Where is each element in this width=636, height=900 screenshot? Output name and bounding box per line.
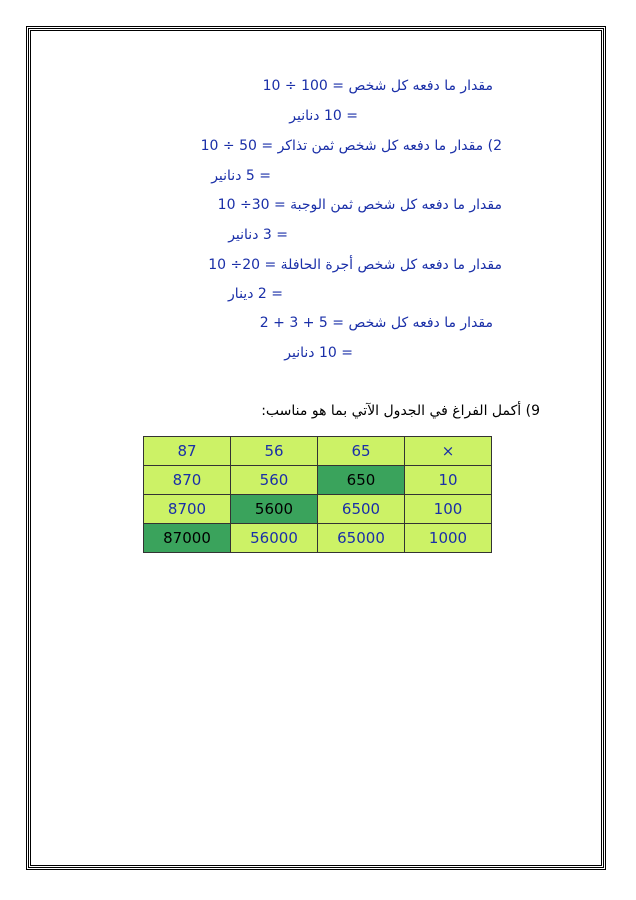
- question-9: 9) أكمل الفراغ في الجدول الآتي بما هو مناسب:: [261, 403, 540, 419]
- solution-line-9: مقدار ما دفعه كل شخص = 5 + 3 + 2: [259, 315, 493, 331]
- table-cell-highlighted: 5600: [231, 495, 318, 524]
- table-cell: 870: [144, 466, 231, 495]
- multiplication-table: [143, 436, 492, 553]
- table-row: [144, 466, 492, 495]
- solution-line-10: = 10 دنانير: [284, 345, 353, 361]
- solution-line-2: = 10 دنانير: [289, 108, 358, 124]
- table-cell: 87: [144, 437, 231, 466]
- solution-line-6: = 3 دنانير: [228, 227, 288, 243]
- table-cell: 8700: [144, 495, 231, 524]
- table-cell-highlighted: 650: [318, 466, 405, 495]
- table-cell: 560: [231, 466, 318, 495]
- solution-line-5: مقدار ما دفعه كل شخص ثمن الوجبة = 30÷ 10: [217, 197, 502, 213]
- solution-line-8: = 2 دينار: [228, 286, 283, 302]
- table-cell: 65000: [318, 524, 405, 553]
- table-row: [144, 524, 492, 553]
- table-cell: ×: [405, 437, 492, 466]
- solution-line-4: = 5 دنانير: [211, 168, 271, 184]
- table-cell-highlighted: 87000: [144, 524, 231, 553]
- table-cell: 1000: [405, 524, 492, 553]
- table-row: [144, 495, 492, 524]
- solution-line-3: 2) مقدار ما دفعه كل شخص ثمن تذاكر = 50 ÷ 10: [200, 138, 502, 154]
- table-cell: 56: [231, 437, 318, 466]
- table-cell: 10: [405, 466, 492, 495]
- solution-line-1: مقدار ما دفعه كل شخص = 100 ÷ 10: [262, 78, 493, 94]
- table-cell: 65: [318, 437, 405, 466]
- solution-line-7: مقدار ما دفعه كل شخص أجرة الحافلة = 20÷ 10: [208, 257, 502, 273]
- table-row: [144, 437, 492, 466]
- table-cell: 56000: [231, 524, 318, 553]
- table-cell: 100: [405, 495, 492, 524]
- table-cell: 6500: [318, 495, 405, 524]
